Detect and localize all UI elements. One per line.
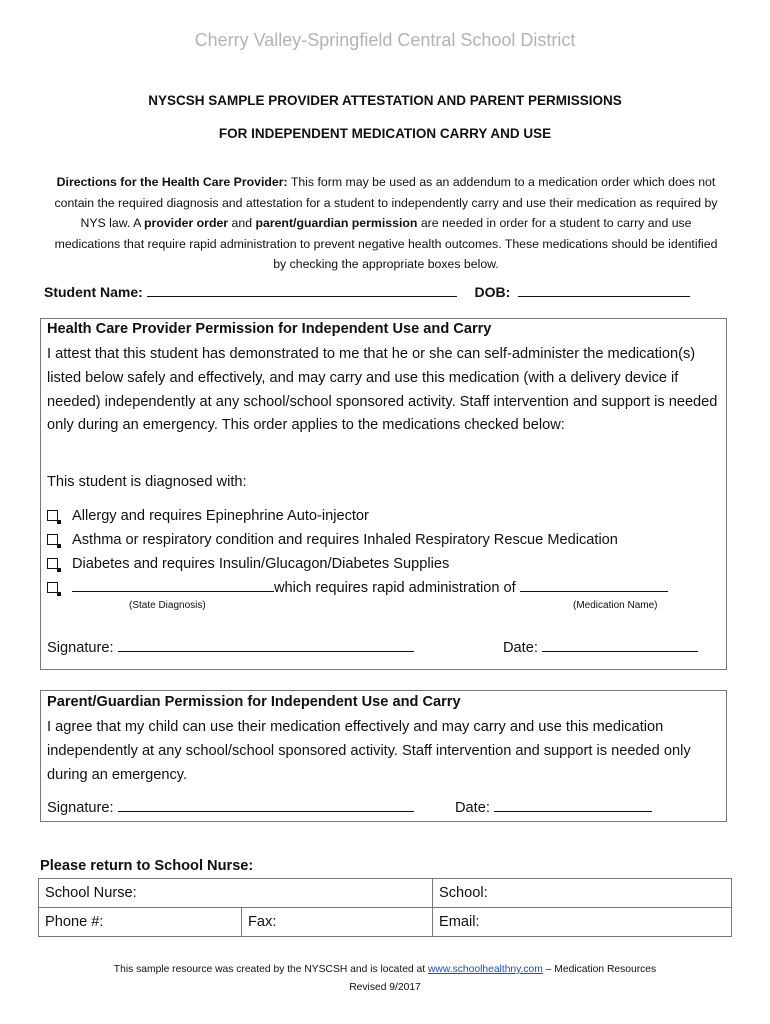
option-asthma[interactable] [47,529,618,551]
option-allergy-label: Allergy and requires Epinephrine Auto-injector [72,508,369,524]
checkbox-icon[interactable] [47,510,58,521]
parent-date-field[interactable] [494,799,652,812]
parent-signature-row [47,797,414,819]
parent-signature-field[interactable] [118,799,414,812]
provider-date-field[interactable] [542,639,698,652]
district-name: Cherry Valley-Springfield Central School District [194,30,576,50]
checkbox-icon[interactable] [47,534,58,545]
provider-section-title: Health Care Provider Permission for Independent Use and Carry [47,321,492,337]
parent-section-title: Parent/Guardian Permission for Independent Use and Carry [47,694,461,710]
fax-cell[interactable] [242,908,433,937]
state-diagnosis-field[interactable] [72,579,274,592]
provider-order-emphasis: provider order [144,216,229,231]
provider-permission-section [40,318,727,670]
email-label: Email: [439,914,480,930]
checkbox-icon[interactable] [47,582,58,593]
form-title-line-1: NYSCSH SAMPLE PROVIDER ATTESTATION AND PARENT PERMISSIONS [148,93,622,108]
footer-source-line [0,964,770,975]
option-diabetes[interactable] [47,553,449,575]
student-name-field[interactable] [147,284,457,297]
schoolhealthny-link[interactable]: www.schoolhealthny.com [428,964,543,975]
directions-and: and [228,216,256,231]
school-nurse-table [38,878,732,937]
student-name-label: Student Name: [44,284,143,300]
provider-signature-label: Signature: [47,640,114,656]
state-diagnosis-caption: (State Diagnosis) [129,600,206,611]
directions-text-2: are needed in order for a student to carry and use medications that require rapid administration to prevent negative health outcomes. These medications should be identified by checking the appropriate boxes below. [54,216,718,272]
option-asthma-label: Asthma or respiratory condition and requires Inhaled Respiratory Rescue Medication [72,532,618,548]
provider-signature-row [47,637,414,659]
medication-name-caption: (Medication Name) [573,600,658,611]
student-info-row [44,284,690,300]
footer-text-before: This sample resource was created by the NYSCSH and is located at [113,964,428,975]
school-nurse-label: School Nurse: [45,885,137,901]
school-nurse-cell[interactable] [39,879,433,908]
provider-signature-field[interactable] [118,639,414,652]
other-option-text: which requires rapid administration of [274,580,516,596]
checkbox-icon[interactable] [47,558,58,569]
diagnosed-label: This student is diagnosed with: [47,474,247,490]
school-cell[interactable] [433,879,732,908]
dob-label: DOB: [474,284,511,300]
option-diabetes-label: Diabetes and requires Insulin/Glucagon/Diabetes Supplies [72,556,450,572]
medication-name-field[interactable] [520,579,668,592]
email-cell[interactable] [433,908,732,937]
option-allergy[interactable] [47,505,369,527]
footer-revised: Revised 9/2017 [349,982,421,993]
directions-label: Directions for the Health Care Provider: [56,175,288,189]
provider-date-row [503,637,698,659]
dob-field[interactable] [518,284,690,297]
parent-permission-section [40,690,727,822]
parent-permission-emphasis: parent/guardian permission [255,216,418,231]
return-to-nurse-title: Please return to School Nurse: [40,858,254,874]
fax-label: Fax: [248,914,277,930]
provider-date-label: Date: [503,640,538,656]
school-label: School: [439,885,488,901]
parent-date-row [455,797,652,819]
phone-cell[interactable] [39,908,242,937]
form-title-line-2: FOR INDEPENDENT MEDICATION CARRY AND USE [218,126,552,141]
parent-date-label: Date: [455,800,490,816]
provider-attestation-text: I attest that this student has demonstrated to me that he or she can self-administer the medication(s) listed below safely and effectively, and may carry and use this medication (with a delivery device if needed) independently at any school/school sponsored activity. Staff intervention and support is needed only during an emergency. This order applies to the medications checked below: [47,346,718,434]
parent-signature-label: Signature: [47,800,114,816]
footer-text-after: – Medication Resources [542,964,657,975]
parent-permission-text: I agree that my child can use their medication effectively and may carry and use this medication independently at any school/school sponsored activity. Staff intervention and support is needed only during an emergency. [47,719,691,783]
phone-label: Phone #: [45,914,104,930]
directions-paragraph [48,172,724,275]
option-other[interactable] [47,577,668,599]
directions-text-1: This form may be used as an addendum to a medication order which does not contain the required diagnosis and attestation for a student to independently carry and use their medication as required by NYS law. A [54,175,718,231]
